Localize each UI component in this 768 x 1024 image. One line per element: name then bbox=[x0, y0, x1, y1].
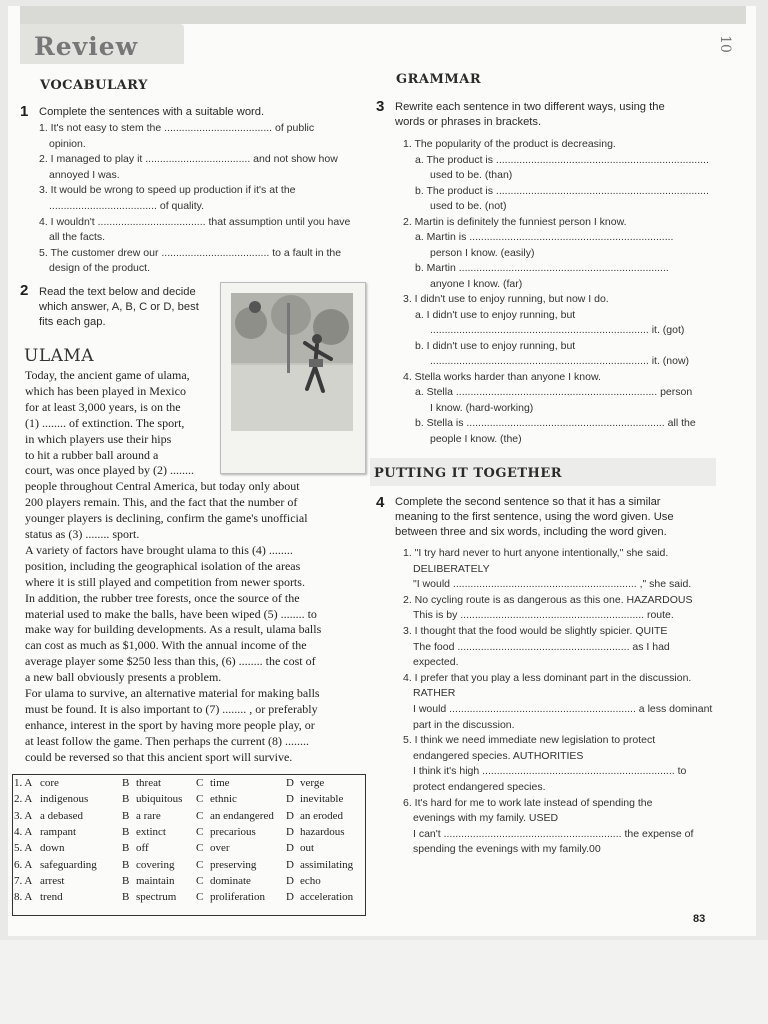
option-c: proliferation bbox=[210, 891, 265, 904]
text-line: b. I didn't use to enjoy running, but bbox=[415, 339, 576, 352]
option-a: rampant bbox=[40, 825, 77, 838]
text-line: evenings with my family. USED bbox=[413, 812, 559, 825]
article-line: In addition, the rubber tree forests, once the source of the bbox=[25, 590, 300, 605]
exercise-3-instruction-line: Rewrite each sentence in two different ways, using the bbox=[395, 101, 665, 113]
article-line: at least follow the game. Then perhaps the current (8) ........ bbox=[25, 733, 310, 748]
article-line: which has been played in Mexico bbox=[25, 383, 186, 398]
article-line: court, was once played by (2) ........ bbox=[25, 463, 194, 478]
exercise-3-number: 3 bbox=[376, 98, 385, 115]
option-letter: B bbox=[122, 842, 130, 855]
textbook-page bbox=[8, 6, 756, 936]
option-c: preserving bbox=[210, 858, 257, 871]
option-letter: C bbox=[196, 793, 204, 806]
text-line: a. I didn't use to enjoy running, but bbox=[415, 308, 576, 321]
text-line: 3. It would be wrong to speed up production if it's at the bbox=[39, 184, 296, 197]
text-line: endangered species. AUTHORITIES bbox=[413, 749, 584, 762]
option-c: over bbox=[210, 842, 230, 855]
text-line: 3. I didn't use to enjoy running, but now I do. bbox=[403, 293, 609, 305]
text-line: b. Stella is .................................................................... all the bbox=[415, 417, 696, 429]
text-line: I think it's high .................................................................. to bbox=[413, 765, 687, 778]
option-letter: D bbox=[286, 777, 294, 789]
exercise-2-instruction-line: Read the text below and decide bbox=[39, 286, 196, 298]
text-line: annoyed I was. bbox=[49, 168, 120, 181]
exercise-1-instruction: Complete the sentences with a suitable word. bbox=[39, 106, 265, 118]
unit-number: 10 bbox=[716, 35, 733, 53]
page-number: 83 bbox=[693, 913, 706, 925]
ulama-photo bbox=[220, 282, 366, 474]
option-number: 3. A bbox=[14, 809, 33, 822]
putting-together-heading: PUTTING IT TOGETHER bbox=[374, 466, 563, 481]
option-d: an eroded bbox=[300, 809, 344, 822]
text-line: person I know. (easily) bbox=[430, 246, 535, 259]
option-b: a rare bbox=[136, 809, 161, 822]
option-number: 7. A bbox=[14, 874, 33, 887]
option-a: down bbox=[40, 842, 65, 855]
article-line: in which players use their hips bbox=[25, 431, 172, 446]
option-c: ethnic bbox=[210, 793, 237, 806]
article-line: (1) ........ of extinction. The sport, bbox=[25, 415, 185, 430]
exercise-4-instruction-line: between three and six words, including the word given. bbox=[395, 526, 667, 538]
option-c: an endangered bbox=[210, 809, 274, 822]
option-b: threat bbox=[136, 777, 162, 789]
text-line: I know. (hard-working) bbox=[430, 401, 534, 414]
option-letter: B bbox=[122, 777, 130, 789]
option-letter: D bbox=[286, 825, 294, 838]
option-letter: D bbox=[286, 809, 294, 822]
option-letter: C bbox=[196, 809, 204, 822]
option-d: verge bbox=[300, 777, 325, 789]
text-line: used to be. (than) bbox=[430, 169, 513, 181]
article-line: can cost as much as $1,000. With the annual income of the bbox=[25, 638, 307, 653]
article-line: 200 players remain. This, and the fact that the number of bbox=[25, 495, 298, 510]
page-title: Review bbox=[34, 32, 139, 61]
text-line: all the facts. bbox=[49, 231, 106, 244]
option-d: inevitable bbox=[300, 793, 344, 806]
option-c: precarious bbox=[210, 825, 256, 838]
exercise-2-number: 2 bbox=[20, 282, 29, 299]
text-line: 1. "I try hard never to hurt anyone intentionally," she said. bbox=[403, 547, 669, 559]
text-line: DELIBERATELY bbox=[413, 562, 490, 575]
text-line: a. The product is ......................................................................... bbox=[415, 153, 709, 166]
text-line: 4. I wouldn't ..................................... that assumption until you have bbox=[39, 215, 351, 228]
option-letter: C bbox=[196, 891, 204, 904]
text-line: I can't ............................................................. the expense of bbox=[413, 827, 694, 840]
option-number: 2. A bbox=[14, 793, 33, 806]
article-line: material used to make the balls, have been wiped (5) ........ to bbox=[25, 606, 317, 621]
grammar-heading: GRAMMAR bbox=[396, 72, 482, 87]
option-letter: B bbox=[122, 874, 130, 887]
text-line: I would ................................................................ a less dominant bbox=[413, 703, 713, 715]
article-title: ULAMA bbox=[24, 346, 95, 366]
option-b: maintain bbox=[136, 874, 175, 887]
option-letter: D bbox=[286, 842, 294, 855]
option-letter: D bbox=[286, 793, 294, 806]
option-b: ubiquitous bbox=[136, 793, 183, 806]
scanner-margin bbox=[0, 940, 768, 1024]
option-d: acceleration bbox=[300, 891, 354, 904]
text-line: 1. It's not easy to stem the ..................................... of public bbox=[39, 122, 315, 134]
option-number: 8. A bbox=[14, 891, 33, 904]
option-d: assimilating bbox=[300, 858, 354, 871]
option-letter: C bbox=[196, 874, 204, 887]
article-line: to hit a rubber ball around a bbox=[25, 447, 159, 462]
text-line: RATHER bbox=[413, 687, 456, 700]
text-line: 4. I prefer that you play a less dominant part in the discussion. bbox=[403, 671, 692, 684]
option-number: 1. A bbox=[14, 777, 33, 789]
option-letter: B bbox=[122, 891, 130, 904]
text-line: b. Martin ........................................................................ bbox=[415, 262, 669, 274]
text-line: anyone I know. (far) bbox=[430, 277, 523, 290]
top-band bbox=[20, 6, 746, 24]
text-line: 2. No cycling route is as dangerous as this one. HAZARDOUS bbox=[403, 593, 693, 606]
option-b: covering bbox=[136, 858, 175, 871]
option-c: dominate bbox=[210, 874, 251, 887]
option-d: hazardous bbox=[300, 825, 345, 838]
option-a: indigenous bbox=[40, 793, 89, 806]
option-a: safeguarding bbox=[40, 858, 97, 871]
text-line: used to be. (not) bbox=[430, 200, 507, 212]
option-letter: C bbox=[196, 825, 204, 838]
option-letter: C bbox=[196, 842, 204, 855]
article-line: younger players is declining, confirm the game's unofficial bbox=[25, 511, 308, 526]
vocabulary-heading: VOCABULARY bbox=[40, 78, 148, 93]
text-line: 2. I managed to play it .................................... and not show how bbox=[39, 153, 338, 166]
text-line: expected. bbox=[413, 656, 459, 669]
option-a: trend bbox=[40, 891, 63, 904]
option-d: out bbox=[300, 842, 315, 855]
article-line: average player some $250 less than this, (6) ........ the cost of bbox=[25, 654, 316, 669]
text-line: 2. Martin is definitely the funniest person I know. bbox=[403, 215, 627, 228]
option-letter: B bbox=[122, 809, 130, 822]
option-b: off bbox=[136, 842, 149, 855]
article-line: Today, the ancient game of ulama, bbox=[25, 368, 190, 382]
option-letter: B bbox=[122, 793, 130, 806]
text-line: 6. It's hard for me to work late instead of spending the bbox=[403, 796, 653, 809]
exercise-2-instruction-line: fits each gap. bbox=[39, 316, 106, 328]
option-letter: D bbox=[286, 874, 294, 887]
text-line: The food ........................................................... as I had bbox=[413, 640, 670, 653]
option-number: 5. A bbox=[14, 842, 33, 855]
option-a: a debased bbox=[40, 809, 84, 822]
article-line: where it is still played and competition from newer sports. bbox=[25, 574, 305, 589]
ulama-player-image bbox=[231, 293, 353, 431]
article-line: For ulama to survive, an alternative material for making balls bbox=[25, 686, 320, 700]
text-line: This is by ............................................................... route. bbox=[413, 609, 674, 622]
option-b: extinct bbox=[136, 825, 166, 838]
exercise-4-number: 4 bbox=[376, 494, 385, 511]
exercise-4-instruction-line: meaning to the first sentence, using the word given. Use bbox=[395, 511, 674, 523]
option-number: 4. A bbox=[14, 825, 33, 838]
text-line: spending the evenings with my family.00 bbox=[413, 843, 601, 856]
text-line: design of the product. bbox=[49, 262, 150, 275]
exercise-3-instruction-line: words or phrases in brackets. bbox=[395, 116, 542, 128]
article-line: A variety of factors have brought ulama to this (4) ........ bbox=[25, 542, 293, 557]
text-line: "I would ............................................................... ," she said. bbox=[413, 578, 692, 591]
article-line: enhance, interest in the sport by having more people play, or bbox=[25, 717, 315, 732]
article-line: must be found. It is also important to (7) ........ , or preferably bbox=[25, 701, 318, 716]
text-line: people I know. (the) bbox=[430, 432, 522, 445]
text-line: ........................................................................... it. (now) bbox=[430, 355, 690, 367]
text-line: 5. The customer drew our ..................................... to a fault in the bbox=[39, 246, 342, 259]
text-line: part in the discussion. bbox=[413, 718, 515, 731]
text-line: 5. I think we need immediate new legislation to protect bbox=[403, 734, 656, 747]
article-line: make way for building developments. As a result, ulama balls bbox=[25, 622, 322, 637]
text-line: ........................................................................... it. (got) bbox=[430, 324, 685, 336]
option-letter: B bbox=[122, 825, 130, 838]
option-letter: B bbox=[122, 858, 130, 871]
article-line: for at least 3,000 years, is on the bbox=[25, 399, 181, 414]
text-line: 3. I thought that the food would be slightly spicier. QUITE bbox=[403, 625, 668, 637]
option-letter: D bbox=[286, 858, 294, 871]
exercise-4-instruction-line: Complete the second sentence so that it has a similar bbox=[395, 496, 661, 508]
exercise-2-instruction-line: which answer, A, B, C or D, best bbox=[39, 301, 199, 313]
article-line: people throughout Central America, but today only about bbox=[25, 479, 300, 494]
article-line: status as (3) ........ sport. bbox=[25, 527, 140, 541]
option-letter: C bbox=[196, 858, 204, 871]
text-line: 1. The popularity of the product is decreasing. bbox=[403, 138, 616, 150]
option-letter: C bbox=[196, 777, 204, 789]
text-line: protect endangered species. bbox=[413, 781, 546, 793]
article-line: a new ball obviously presents a problem. bbox=[25, 670, 222, 685]
text-line: ..................................... of quality. bbox=[49, 200, 205, 212]
option-d: echo bbox=[300, 874, 321, 887]
article-line: position, including the geographical isolation of the areas bbox=[25, 558, 301, 573]
option-c: time bbox=[210, 777, 230, 789]
option-a: arrest bbox=[40, 874, 65, 887]
text-line: opinion. bbox=[49, 137, 86, 150]
text-line: 4. Stella works harder than anyone I know. bbox=[403, 370, 601, 383]
text-line: b. The product is ......................................................................... bbox=[415, 184, 709, 197]
exercise-1-number: 1 bbox=[20, 103, 29, 120]
article-line: could be reversed so that this ancient sport will survive. bbox=[25, 749, 293, 764]
option-number: 6. A bbox=[14, 858, 33, 871]
option-letter: D bbox=[286, 891, 294, 904]
text-line: a. Stella ..................................................................... person bbox=[415, 386, 693, 398]
option-a: core bbox=[40, 777, 59, 789]
option-b: spectrum bbox=[136, 891, 177, 904]
text-line: a. Martin is ...................................................................... bbox=[415, 231, 674, 243]
